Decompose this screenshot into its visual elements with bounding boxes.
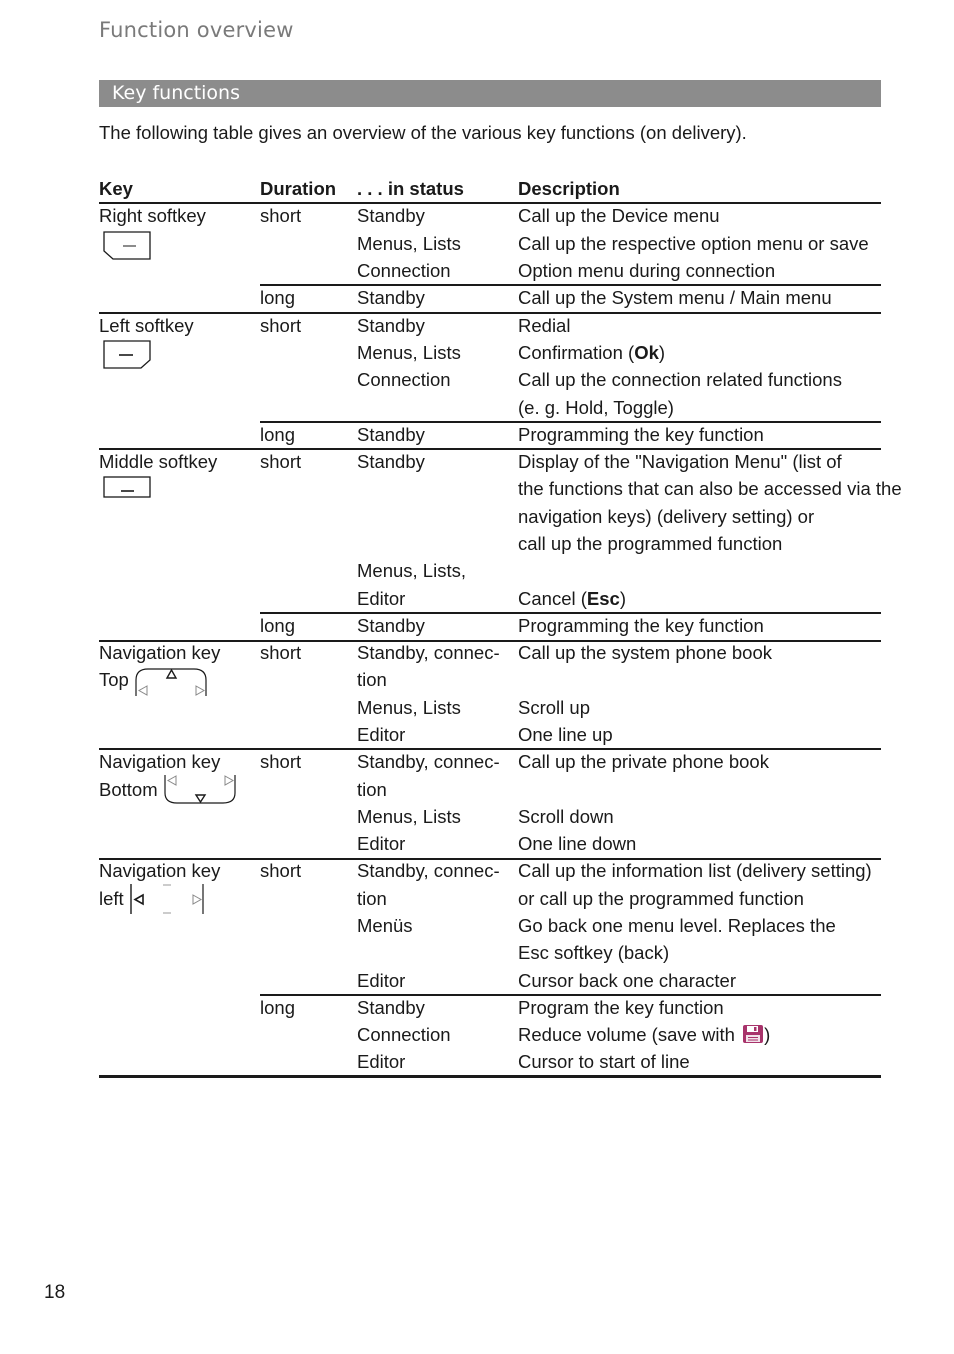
esc-label: Esc bbox=[586, 588, 620, 609]
description: Call up the respective option menu or save bbox=[518, 233, 869, 254]
status-editor: Editor bbox=[357, 724, 406, 745]
duration-long: long bbox=[260, 287, 295, 308]
description: Programming the key function bbox=[518, 424, 764, 445]
description: Redial bbox=[518, 315, 571, 336]
row-rule bbox=[260, 284, 881, 286]
row-rule bbox=[99, 312, 881, 314]
status-menus-lists: Menus, Lists bbox=[357, 233, 461, 254]
description: One line up bbox=[518, 724, 613, 745]
status-standby-connection: tion bbox=[357, 669, 387, 690]
section-title: Key functions bbox=[112, 82, 240, 104]
description: or call up the programmed function bbox=[518, 888, 804, 909]
status-standby: Standby bbox=[357, 287, 425, 308]
status-standby: Standby bbox=[357, 451, 425, 472]
navigation-top-icon bbox=[134, 666, 210, 700]
duration-long: long bbox=[260, 615, 295, 636]
description: Cursor back one character bbox=[518, 970, 736, 991]
status-menus-lists: Menus, Lists, bbox=[357, 560, 466, 581]
description: Esc softkey (back) bbox=[518, 942, 670, 963]
duration-short: short bbox=[260, 751, 302, 772]
status-standby: Standby bbox=[357, 615, 425, 636]
key-navigation-bottom: Navigation key bbox=[99, 751, 221, 772]
table-bottom-rule bbox=[99, 1075, 881, 1078]
description: Programming the key function bbox=[518, 615, 764, 636]
description: Go back one menu level. Replaces the bbox=[518, 915, 836, 936]
description bbox=[518, 588, 626, 610]
status-editor: Editor bbox=[357, 833, 406, 854]
description: Call up the Device menu bbox=[518, 205, 720, 226]
description: Call up the system phone book bbox=[518, 642, 773, 663]
key-navigation-left: Navigation key bbox=[99, 860, 221, 881]
header-rule bbox=[99, 202, 881, 204]
status-menus-lists: Menus, Lists bbox=[357, 697, 461, 718]
navigation-left-icon bbox=[128, 880, 208, 920]
row-rule bbox=[260, 994, 881, 996]
key-right-softkey: Right softkey bbox=[99, 205, 206, 226]
middle-softkey-icon bbox=[103, 476, 153, 500]
key-left-softkey: Left softkey bbox=[99, 315, 194, 336]
left-softkey-icon bbox=[103, 340, 153, 370]
status-editor: Editor bbox=[357, 1051, 406, 1072]
status-standby-connection: tion bbox=[357, 888, 387, 909]
row-rule bbox=[99, 448, 881, 450]
status-menus-lists: Menus, Lists bbox=[357, 342, 461, 363]
description-text: ) bbox=[619, 588, 626, 609]
description: Cursor to start of line bbox=[518, 1051, 690, 1072]
status-standby: Standby bbox=[357, 315, 425, 336]
duration-short: short bbox=[260, 451, 302, 472]
description: navigation keys) (delivery setting) or bbox=[518, 506, 815, 527]
description-text: ) bbox=[658, 342, 666, 363]
status-menus-lists: Menus, Lists bbox=[357, 806, 461, 827]
column-header-description: Description bbox=[518, 178, 620, 199]
description: Call up the information list (delivery setting) bbox=[518, 860, 872, 881]
navigation-bottom-icon bbox=[163, 773, 239, 807]
status-standby-connection: Standby, connec- bbox=[357, 751, 500, 772]
duration-long: long bbox=[260, 424, 295, 445]
status-standby: Standby bbox=[357, 424, 425, 445]
key-navigation-left-label: left bbox=[99, 888, 124, 909]
description-text: ) bbox=[764, 1024, 771, 1045]
description: Scroll up bbox=[518, 697, 590, 718]
status-standby: Standby bbox=[357, 997, 425, 1018]
description: Option menu during connection bbox=[518, 260, 776, 281]
key-navigation-bottom-label: Bottom bbox=[99, 779, 158, 800]
description bbox=[518, 1024, 770, 1046]
key-navigation-top: Navigation key bbox=[99, 642, 221, 663]
status-editor: Editor bbox=[357, 588, 406, 609]
row-rule bbox=[260, 421, 881, 423]
duration-long: long bbox=[260, 997, 295, 1018]
duration-short: short bbox=[260, 315, 302, 336]
description: Scroll down bbox=[518, 806, 614, 827]
column-header-duration: Duration bbox=[260, 178, 337, 199]
description-text: Cancel ( bbox=[518, 588, 587, 609]
status-standby-connection: Standby, connec- bbox=[357, 860, 500, 881]
status-standby-connection: tion bbox=[357, 779, 387, 800]
column-header-status: . . . in status bbox=[357, 178, 464, 199]
description: Display of the "Navigation Menu" (list of bbox=[518, 451, 842, 472]
intro-text: The following table gives an overview of the various key functions (on delivery). bbox=[99, 122, 747, 143]
page-header: Function overview bbox=[99, 18, 294, 42]
duration-short: short bbox=[260, 205, 302, 226]
status-connection: Connection bbox=[357, 1024, 451, 1045]
description: Program the key function bbox=[518, 997, 724, 1018]
duration-short: short bbox=[260, 642, 302, 663]
row-rule bbox=[260, 612, 881, 614]
page-number: 18 bbox=[44, 1282, 66, 1303]
right-softkey-icon bbox=[103, 231, 153, 261]
section-bar bbox=[99, 80, 881, 107]
description: Call up the private phone book bbox=[518, 751, 769, 772]
description-text: Reduce volume (save with bbox=[518, 1024, 741, 1045]
key-navigation-top-label: Top bbox=[99, 669, 129, 690]
description-text: Confirmation ( bbox=[518, 342, 635, 363]
description: One line down bbox=[518, 833, 637, 854]
ok-label: Ok bbox=[634, 342, 659, 363]
status-menus: Menüs bbox=[357, 915, 413, 936]
description bbox=[518, 342, 665, 364]
description: Call up the System menu / Main menu bbox=[518, 287, 832, 308]
description: the functions that can also be accessed via the bbox=[518, 478, 902, 499]
duration-short: short bbox=[260, 860, 302, 881]
status-connection: Connection bbox=[357, 369, 451, 390]
key-middle-softkey: Middle softkey bbox=[99, 451, 218, 472]
row-rule bbox=[99, 748, 881, 750]
status-connection: Connection bbox=[357, 260, 451, 281]
status-standby-connection: Standby, connec- bbox=[357, 642, 500, 663]
status-standby: Standby bbox=[357, 205, 425, 226]
column-header-key: Key bbox=[99, 178, 133, 199]
description: call up the programmed function bbox=[518, 533, 783, 554]
status-editor: Editor bbox=[357, 970, 406, 991]
description: (e. g. Hold, Toggle) bbox=[518, 397, 674, 418]
description: Call up the connection related functions bbox=[518, 369, 842, 390]
save-disk-icon bbox=[742, 1024, 764, 1044]
